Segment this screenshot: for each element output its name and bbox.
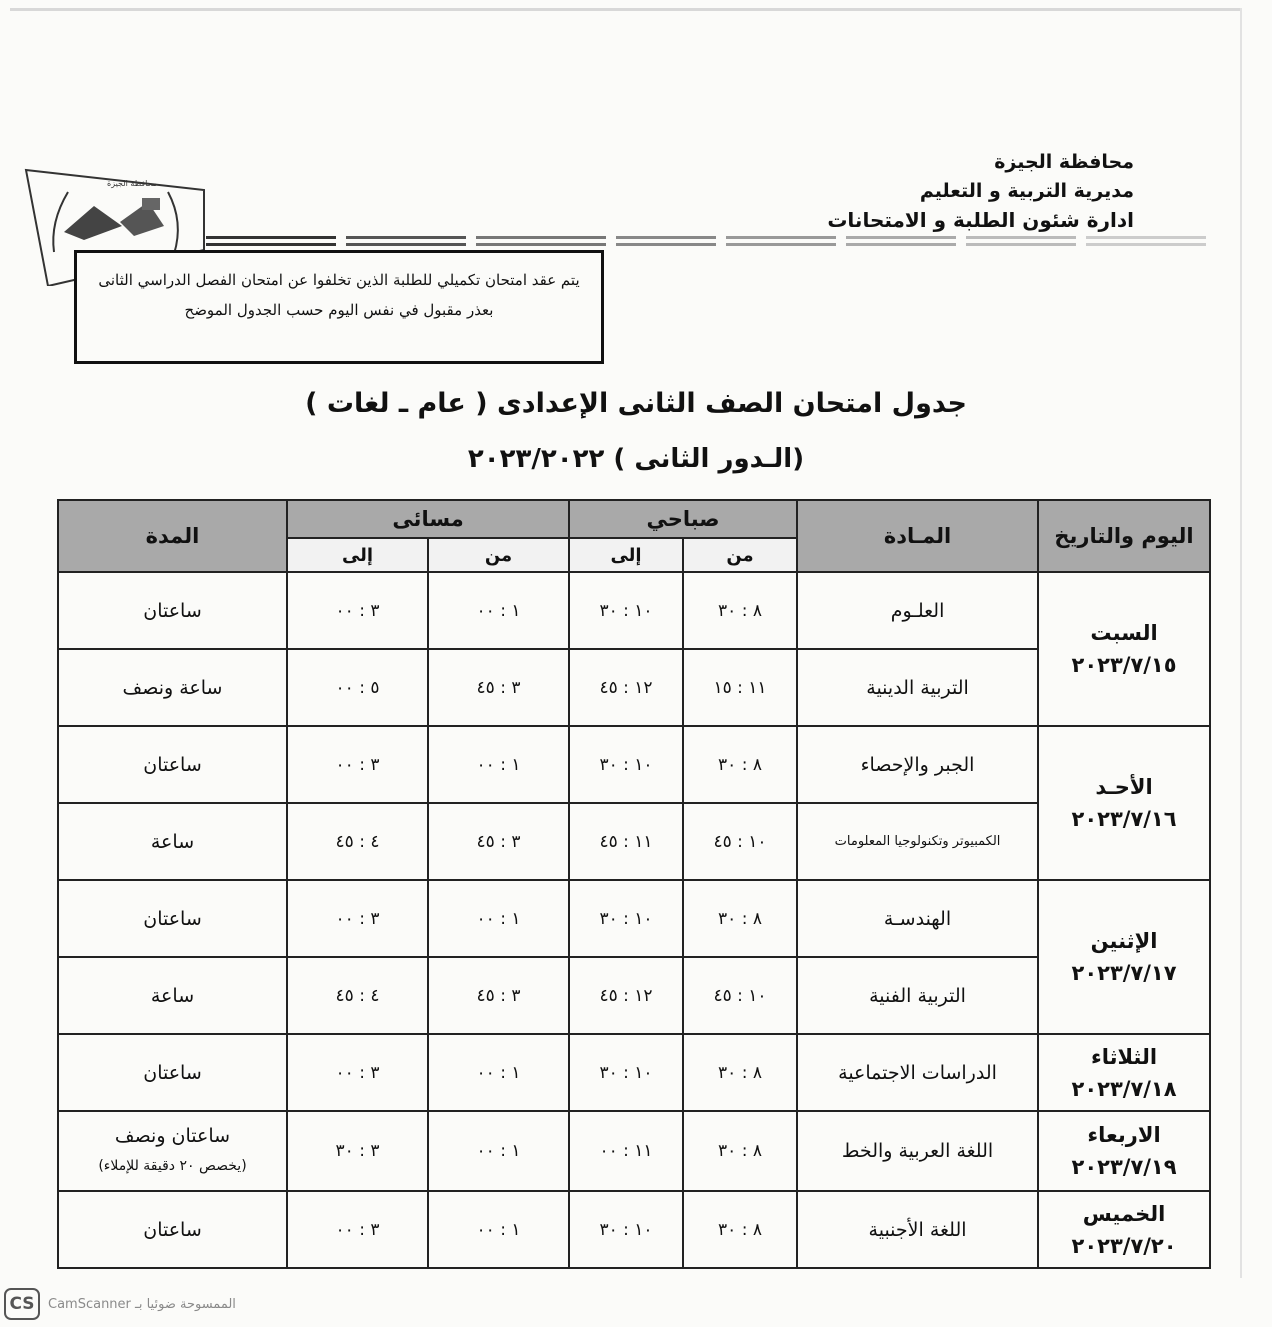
morning-to-cell: ١٢ : ٤٥ (569, 649, 683, 726)
duration-cell (58, 1111, 287, 1191)
duration-cell: ساعتان (58, 572, 287, 649)
scan-edge-right (1240, 8, 1242, 1278)
evening-to-cell: ٣ : ٠٠ (287, 1034, 428, 1111)
evening-from-cell: ١ : ٠٠ (428, 880, 569, 957)
subject-cell: الجبر والإحصاء (797, 726, 1038, 803)
evening-from-cell: ٣ : ٤٥ (428, 803, 569, 880)
morning-to-cell: ١٠ : ٣٠ (569, 726, 683, 803)
camscanner-text: الممسوحة ضوئيا بـ CamScanner (48, 1296, 236, 1312)
table-row (58, 726, 1210, 803)
table-row (58, 957, 1210, 1034)
page-title: جدول امتحان الصف الثانى الإعدادى ( عام ـ لغات ) (305, 388, 967, 419)
scan-edge-top (10, 8, 1240, 11)
subject-cell: اللغة العربية والخط (797, 1111, 1038, 1191)
evening-to-cell: ٣ : ٠٠ (287, 880, 428, 957)
evening-to-cell: ٤ : ٤٥ (287, 957, 428, 1034)
header-morning: صباحي (569, 500, 797, 538)
day-name: الثلاثاء (1090, 1044, 1158, 1069)
header-duration: المدة (58, 500, 287, 572)
table-row (58, 880, 1210, 957)
table-row (58, 1191, 1210, 1268)
administration-name: ادارة شئون الطلبة و الامتحانات (827, 208, 1134, 232)
subject-cell: اللغة الأجنبية (797, 1191, 1038, 1268)
evening-to-cell: ٣ : ٠٠ (287, 572, 428, 649)
day-date: ٢٠٢٣/٧/١٩ (1071, 1155, 1177, 1179)
table-row (58, 803, 1210, 880)
table-row (58, 572, 1210, 649)
morning-from-cell: ١٠ : ٤٥ (683, 957, 797, 1034)
evening-to-cell: ٣ : ٣٠ (287, 1111, 428, 1191)
governorate-name: محافظة الجيزة (994, 151, 1134, 173)
day-cell (1038, 1191, 1210, 1268)
day-date: ٢٠٢٣/٧/١٦ (1071, 807, 1177, 831)
subject-cell: العلـوم (797, 572, 1038, 649)
subject-cell: الهندسـة (797, 880, 1038, 957)
day-date: ٢٠٢٣/٧/٢٠ (1071, 1233, 1177, 1258)
morning-to-cell: ١١ : ٠٠ (569, 1111, 683, 1191)
header-rule (206, 234, 1206, 250)
subject-cell: التربية الفنية (797, 957, 1038, 1034)
header-evening: مسائى (287, 500, 569, 538)
morning-from-cell: ٨ : ٣٠ (683, 1191, 797, 1268)
day-date: ٢٠٢٣/٧/١٨ (1071, 1076, 1177, 1101)
header-morning-to: إلى (569, 538, 683, 572)
evening-from-cell: ١ : ٠٠ (428, 1191, 569, 1268)
morning-from-cell: ٨ : ٣٠ (683, 1034, 797, 1111)
subject-cell: التربية الدينية (797, 649, 1038, 726)
camscanner-logo: CS (4, 1288, 40, 1320)
morning-from-cell: ١١ : ١٥ (683, 649, 797, 726)
evening-to-cell: ٣ : ٠٠ (287, 1191, 428, 1268)
duration-cell: ساعتان (58, 726, 287, 803)
evening-to-cell: ٣ : ٠٠ (287, 726, 428, 803)
day-name: السبت (1090, 621, 1158, 645)
day-name: الأحـد (1095, 775, 1153, 799)
duration-cell: ساعتان (58, 1191, 287, 1268)
morning-to-cell: ١٠ : ٣٠ (569, 1034, 683, 1111)
day-date: ٢٠٢٣/٧/١٧ (1071, 961, 1177, 985)
evening-from-cell: ١ : ٠٠ (428, 1111, 569, 1191)
morning-to-cell: ١٢ : ٤٥ (569, 957, 683, 1034)
day-cell (1038, 1034, 1210, 1111)
letterhead (827, 148, 1134, 235)
header-evening-to: إلى (287, 538, 428, 572)
day-cell (1038, 572, 1210, 726)
table-row (58, 1034, 1210, 1111)
morning-to-cell: ١٠ : ٣٠ (569, 572, 683, 649)
duration-cell: ساعة (58, 803, 287, 880)
header-evening-from: من (428, 538, 569, 572)
evening-from-cell: ٣ : ٤٥ (428, 957, 569, 1034)
morning-from-cell: ٨ : ٣٠ (683, 572, 797, 649)
header-day-date: اليوم والتاريخ (1038, 500, 1210, 572)
evening-to-cell: ٥ : ٠٠ (287, 649, 428, 726)
day-name: الإثنين (1090, 929, 1158, 953)
morning-to-cell: ١٠ : ٣٠ (569, 880, 683, 957)
header-subject: المـادة (797, 500, 1038, 572)
header-morning-from: من (683, 538, 797, 572)
morning-to-cell: ١٠ : ٣٠ (569, 1191, 683, 1268)
logo-text-top: محافظة الجيزة (107, 179, 157, 188)
exam-schedule-table (57, 499, 1211, 1269)
day-cell (1038, 880, 1210, 1034)
day-name: الخميس (1082, 1201, 1166, 1226)
table-row (58, 1111, 1210, 1191)
evening-to-cell: ٤ : ٤٥ (287, 803, 428, 880)
notice-box (74, 250, 604, 364)
morning-from-cell: ٨ : ٣٠ (683, 1111, 797, 1191)
morning-to-cell: ١١ : ٤٥ (569, 803, 683, 880)
duration-value: ساعتان ونصف (114, 1125, 231, 1147)
day-cell (1038, 726, 1210, 880)
subject-cell: الكمبيوتر وتكنولوجيا المعلومات (797, 803, 1038, 880)
evening-from-cell: ١ : ٠٠ (428, 572, 569, 649)
morning-from-cell: ١٠ : ٤٥ (683, 803, 797, 880)
table-row (58, 649, 1210, 726)
page-subtitle: (الـدور الثانى ) ٢٠٢٣/٢٠٢٢ (467, 444, 805, 474)
morning-from-cell: ٨ : ٣٠ (683, 880, 797, 957)
camscanner-watermark (4, 1286, 236, 1322)
day-cell (1038, 1111, 1210, 1191)
notice-line-2: بعذر مقبول في نفس اليوم حسب الجدول الموضح (184, 301, 494, 319)
directorate-name: مديرية التربية و التعليم (919, 180, 1134, 202)
day-date: ٢٠٢٣/٧/١٥ (1071, 653, 1177, 677)
duration-note: (يخصص ٢٠ دقيقة للإملاء) (98, 1158, 247, 1174)
duration-cell: ساعة (58, 957, 287, 1034)
evening-from-cell: ٣ : ٤٥ (428, 649, 569, 726)
morning-from-cell: ٨ : ٣٠ (683, 726, 797, 803)
subject-cell: الدراسات الاجتماعية (797, 1034, 1038, 1111)
duration-cell: ساعة ونصف (58, 649, 287, 726)
day-name: الاربعاء (1087, 1123, 1161, 1147)
duration-cell: ساعتان (58, 880, 287, 957)
evening-from-cell: ١ : ٠٠ (428, 726, 569, 803)
duration-cell: ساعتان (58, 1034, 287, 1111)
evening-from-cell: ١ : ٠٠ (428, 1034, 569, 1111)
notice-line-1: يتم عقد امتحان تكميلي للطلبة الذين تخلفوا عن امتحان الفصل الدراسي الثانى (98, 271, 580, 289)
